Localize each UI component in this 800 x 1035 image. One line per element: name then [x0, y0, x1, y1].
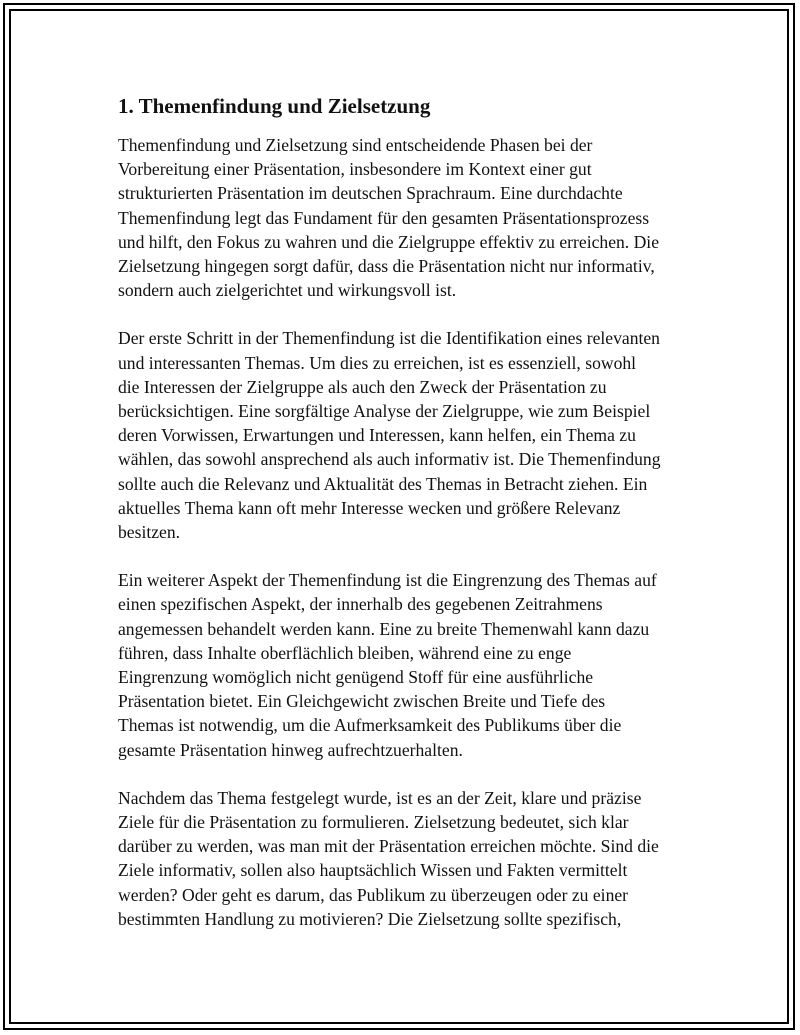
section-heading: 1. Themenfindung und Zielsetzung [118, 94, 431, 118]
paragraph-1: Themenfindung und Zielsetzung sind entscheidende Phasen bei der Vorbereitung einer Präsentation, insbesondere im Kontext einer gut strukturierten Präsentation im deutschen Sprachraum. Eine durchdachte Themenfindung legt das Fundament für den gesamten Präsentationsprozess und hilft, den Fokus zu wahren und die Zielgruppe effektiv zu erreichen. Die Zielsetzung hingegen sorgt dafür, dass die Präsentation nicht nur informativ, sondern auch zielgerichtet und wirkungsvoll ist. [118, 135, 659, 301]
paragraph-4: Nachdem das Thema festgelegt wurde, ist es an der Zeit, klare und präzise Ziele für die Präsentation zu formulieren. Zielsetzung bedeutet, sich klar darüber zu werden, was man mit der Präsentation erreichen möchte. Sind die Ziele informativ, sollen also hauptsächlich Wissen und Fakten vermittelt werden? Oder geht es darum, das Publikum zu überzeugen oder zu einer bestimmten Handlung zu motivieren? Die Zielsetzung sollte spezifisch, [118, 787, 659, 929]
paragraph-2: Der erste Schritt in der Themenfindung ist die Identifikation eines relevanten und interessanten Themas. Um dies zu erreichen, ist es essenziell, sowohl die Interessen der Zielgruppe als auch den Zweck der Präsentation zu berücksichtigen. Eine sorgfältige Analyse der Zielgruppe, wie zum Beispiel deren Vorwissen, Erwartungen und Interessen, kann helfen, ein Thema zu wählen, das sowohl ansprechend als auch informativ ist. Die Themenfindung sollte auch die Relevanz und Aktualität des Themas in Betracht ziehen. Ein aktuelles Thema kann oft mehr Interesse wecken und größere Relevanz besitzen. [118, 328, 661, 543]
paragraph-3: Ein weiterer Aspekt der Themenfindung ist die Eingrenzung des Themas auf einen spezifischen Aspekt, der innerhalb des gegebenen Zeitrahmens angemessen behandelt werden kann. Eine zu breite Themenwahl kann dazu führen, dass Inhalte oberflächlich bleiben, während eine zu enge Eingrenzung womöglich nicht genügend Stoff für eine ausführliche Präsentation bietet. Ein Gleichgewicht zwischen Breite und Tiefe des Themas ist notwendig, um die Aufmerksamkeit des Publikums über die gesamte Präsentation hinweg aufrechtzuerhalten. [118, 570, 657, 760]
document-body [118, 92, 690, 955]
